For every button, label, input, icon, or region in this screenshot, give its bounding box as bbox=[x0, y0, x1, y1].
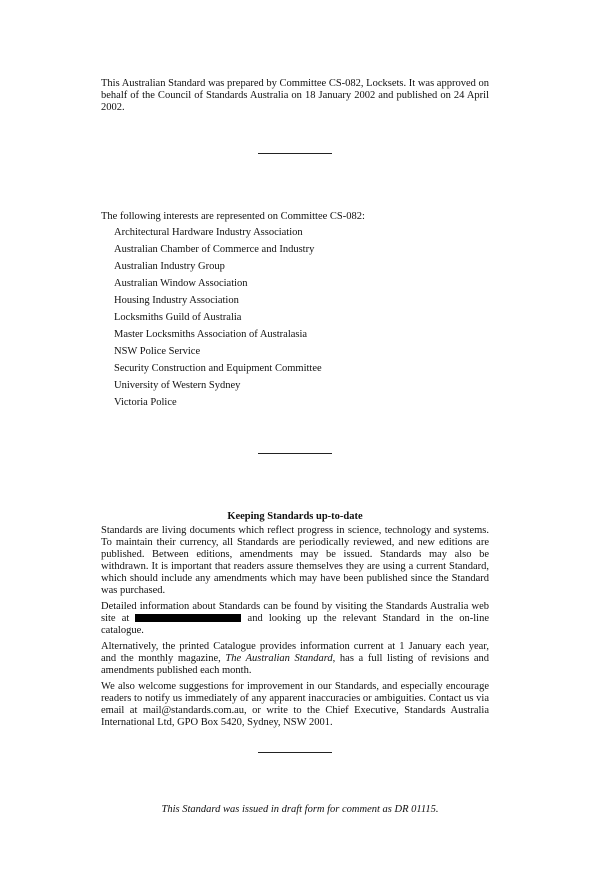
interests-intro: The following interests are represented on Committee CS-082: bbox=[101, 211, 365, 222]
list-item: Locksmiths Guild of Australia bbox=[114, 312, 242, 323]
list-item: Victoria Police bbox=[114, 397, 177, 408]
section-divider bbox=[258, 153, 332, 154]
keeping-standards-body bbox=[101, 525, 489, 733]
list-item: Australian Window Association bbox=[114, 278, 248, 289]
list-item: Housing Industry Association bbox=[114, 295, 239, 306]
paragraph: We also welcome suggestions for improvement in our Standards, and especially encourage readers to notify us immediately of any apparent inaccuracies or ambiguities. Contact us via email at mail@standards.com.au, or write to the Chief Executive, Standards Australia International Ltd, GPO Box 5420, Sydney, NSW 2001. bbox=[101, 681, 489, 728]
paragraph: Standards are living documents which reflect progress in science, technology and systems. To maintain their currency, all Standards are periodically reviewed, and new editions are published. Between editions, amendments may be issued. Standards may also be withdrawn. It is important that readers assure themselves they are using a current Standard, which should include any amendments which may have been published since the Standard was purchased. bbox=[101, 525, 489, 596]
list-item: Security Construction and Equipment Committee bbox=[114, 363, 322, 374]
redacted-url bbox=[135, 614, 241, 622]
list-item: NSW Police Service bbox=[114, 346, 201, 357]
draft-note: This Standard was issued in draft form for comment as DR 01115. bbox=[161, 804, 439, 815]
list-item: Australian Chamber of Commerce and Industry bbox=[114, 244, 315, 255]
section-heading: Keeping Standards up-to-date bbox=[227, 511, 363, 522]
list-item: Architectural Hardware Industry Association bbox=[114, 227, 303, 238]
preparation-statement: This Australian Standard was prepared by Committee CS-082, Locksets. It was approved on behalf of the Council of Standards Australia on 18 January 2002 and published on 24 April 2002. bbox=[101, 78, 489, 113]
section-divider bbox=[258, 453, 332, 454]
list-item: Master Locksmiths Association of Australasia bbox=[114, 329, 308, 340]
paragraph bbox=[101, 641, 489, 677]
section-divider bbox=[258, 752, 332, 753]
magazine-title: The Australian Standard bbox=[225, 653, 333, 664]
interests-list bbox=[114, 227, 322, 414]
paragraph-text: and looking up the relevant Standard in the on-line catalogue. bbox=[101, 613, 489, 636]
paragraph-text: Alternatively, the printed Catalogue provides information current at 1 January each year, and the monthly magazine, bbox=[101, 641, 489, 664]
paragraph-text: , has a full listing of revisions and amendments published each month. bbox=[101, 653, 490, 676]
list-item: University of Western Sydney bbox=[114, 380, 241, 391]
paragraph bbox=[101, 601, 489, 637]
list-item: Australian Industry Group bbox=[114, 261, 225, 272]
paragraph-text: Detailed information about Standards can be found by visiting the Standards Australia web site at bbox=[101, 601, 489, 624]
